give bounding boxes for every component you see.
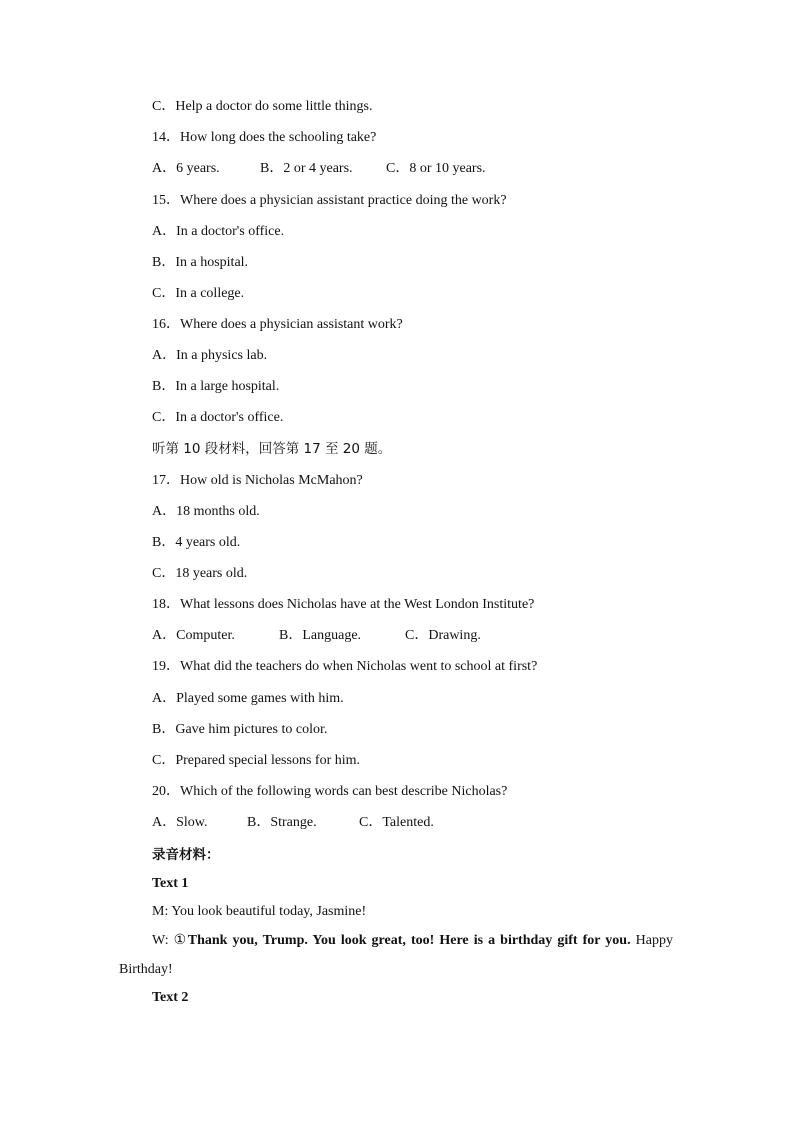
text1-woman-rest: Happy Birthday!: [119, 933, 673, 977]
text2-heading: Text 2: [152, 990, 189, 1005]
text1-woman-bold: Thank you, Trump. You look great, too! Here is a birthday gift for you.: [187, 933, 631, 948]
q19-option-b: B．Gave him pictures to color.: [152, 722, 328, 737]
q18-option-b: B．Language.: [279, 628, 362, 643]
q20-option-c: C．Talented.: [359, 815, 434, 830]
q15-option-a: A．In a doctor's office.: [152, 224, 285, 239]
q20-option-a: A．Slow.: [152, 815, 208, 830]
q18-question: 18．What lessons does Nicholas have at the West London Institute?: [152, 597, 535, 612]
q17-option-a: A．18 months old.: [152, 504, 260, 519]
q14-option-b: B．2 or 4 years.: [260, 161, 353, 176]
q16-option-b: B．In a large hospital.: [152, 379, 280, 394]
q17-option-b: B．4 years old.: [152, 535, 241, 550]
section-10-instruction: 听第 10 段材料，回答第 17 至 20 题。: [152, 441, 392, 457]
q16-option-c: C．In a doctor's office.: [152, 410, 284, 425]
text1-heading: Text 1: [152, 876, 189, 891]
q14-option-c: C．8 or 10 years.: [386, 161, 486, 176]
q15-option-c: C．In a college.: [152, 286, 245, 301]
text1-man-line: M: You look beautiful today, Jasmine!: [152, 904, 367, 919]
q17-option-c: C．18 years old.: [152, 566, 248, 581]
q18-option-c: C．Drawing.: [405, 628, 481, 643]
q19-option-a: A．Played some games with him.: [152, 691, 344, 706]
recording-heading: 录音材料：: [152, 847, 220, 863]
q18-option-a: A．Computer.: [152, 628, 235, 643]
q19-question: 19．What did the teachers do when Nicholas went to school at first?: [152, 659, 538, 674]
q19-option-c: C．Prepared special lessons for him.: [152, 753, 361, 768]
q16-question: 16．Where does a physician assistant work?: [152, 317, 403, 332]
q20-option-b: B．Strange.: [247, 815, 317, 830]
q13-option-c: C．Help a doctor do some little things.: [152, 99, 373, 114]
q17-question: 17．How old is Nicholas McMahon?: [152, 473, 363, 488]
q14-options: [152, 160, 486, 178]
q20-options: [152, 814, 434, 832]
q14-question: 14．How long does the schooling take?: [152, 130, 377, 145]
q14-option-a: A．6 years.: [152, 161, 220, 176]
text1-woman-line: [119, 926, 673, 984]
q15-option-b: B．In a hospital.: [152, 255, 249, 270]
q15-question: 15．Where does a physician assistant practice doing the work?: [152, 193, 507, 208]
q18-options: [152, 627, 481, 645]
q20-question: 20．Which of the following words can best describe Nicholas?: [152, 784, 508, 799]
q16-option-a: A．In a physics lab.: [152, 348, 268, 363]
text1-woman-prefix: W: ①: [152, 933, 188, 948]
